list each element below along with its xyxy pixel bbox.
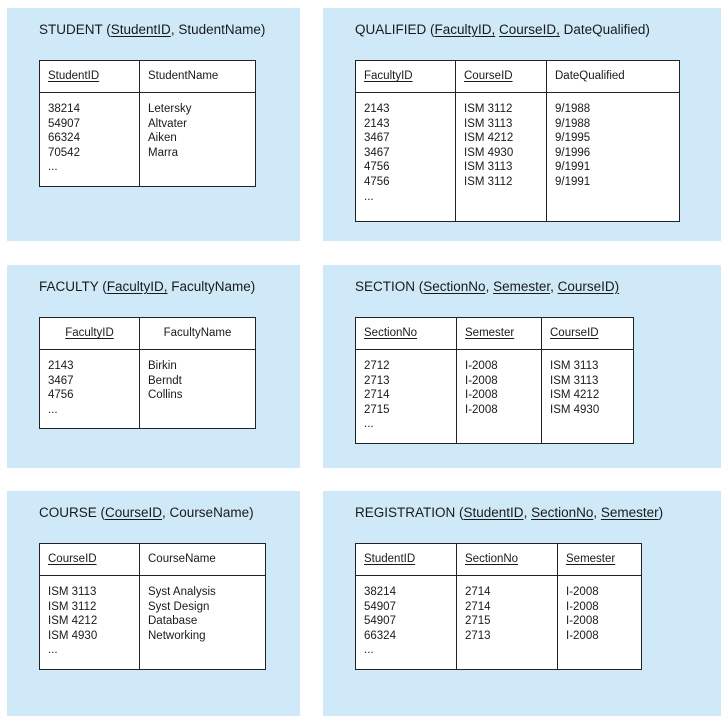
table-cell: 66324 bbox=[364, 629, 396, 642]
table-cell: 2714 bbox=[465, 600, 491, 613]
column-header bbox=[558, 544, 642, 576]
key-attribute-label: Semester bbox=[493, 279, 551, 294]
course-title bbox=[39, 505, 254, 520]
table-cell: 4756 bbox=[364, 175, 390, 188]
column-values bbox=[40, 350, 140, 429]
registration-title bbox=[355, 505, 663, 520]
column-header-label: CourseID bbox=[48, 553, 97, 565]
table-cell: ISM 4212 bbox=[550, 389, 600, 402]
section-table bbox=[355, 317, 634, 444]
key-attribute-label: SectionNo bbox=[423, 279, 486, 294]
header-row bbox=[356, 318, 634, 350]
table-cell: 3467 bbox=[364, 146, 390, 159]
table-cell: 3467 bbox=[48, 374, 74, 387]
table-cell: 2715 bbox=[364, 403, 390, 416]
faculty-table bbox=[39, 317, 256, 429]
table-cell: I-2008 bbox=[465, 374, 498, 387]
table-cell: ISM 3112 bbox=[464, 175, 513, 188]
header-row bbox=[356, 61, 680, 93]
column-header bbox=[40, 61, 140, 93]
column-header bbox=[140, 61, 256, 93]
title-text: , bbox=[550, 279, 558, 294]
table-cell: 2143 bbox=[364, 103, 390, 115]
column-header-label: DateQualified bbox=[555, 70, 625, 82]
column-values bbox=[140, 93, 256, 187]
table-cell: 2713 bbox=[465, 629, 491, 642]
title-text: STUDENT ( bbox=[39, 22, 111, 37]
column-header-label: CourseName bbox=[148, 553, 216, 565]
table-cell: ... bbox=[364, 644, 374, 657]
table-cell: 9/1991 bbox=[555, 161, 591, 174]
student-table bbox=[39, 60, 256, 187]
column-values bbox=[457, 576, 558, 670]
column-header bbox=[356, 544, 457, 576]
key-attribute-label: CourseID) bbox=[557, 279, 620, 294]
column-values bbox=[356, 93, 456, 222]
table-cell: ISM 4930 bbox=[464, 146, 514, 159]
table-cell: 2713 bbox=[364, 374, 390, 387]
column-header bbox=[356, 318, 457, 350]
table-cell: 9/1991 bbox=[555, 175, 591, 188]
table-cell: Altvater bbox=[148, 117, 187, 130]
table-cell: I-2008 bbox=[465, 403, 498, 416]
column-header-label: FacultyName bbox=[163, 327, 232, 339]
header-row bbox=[40, 318, 256, 350]
column-values bbox=[356, 576, 457, 670]
table-cell: Database bbox=[148, 615, 198, 628]
table-cell: ISM 3113 bbox=[464, 161, 513, 174]
column-values bbox=[456, 93, 547, 222]
column-header-label: StudentID bbox=[364, 553, 416, 565]
registration-panel bbox=[323, 491, 721, 716]
table-cell: ISM 4212 bbox=[464, 132, 514, 145]
table-cell: ... bbox=[48, 403, 58, 416]
faculty-title bbox=[39, 279, 255, 294]
column-values bbox=[356, 350, 457, 444]
table-cell: 9/1995 bbox=[555, 132, 591, 145]
title-text: QUALIFIED ( bbox=[355, 22, 435, 37]
title-text: , CourseName) bbox=[162, 505, 254, 520]
header-row bbox=[356, 544, 642, 576]
course-table bbox=[39, 543, 266, 670]
table-cell: ... bbox=[48, 161, 58, 174]
body-row bbox=[356, 576, 642, 670]
table-cell: 4756 bbox=[48, 389, 74, 402]
table-cell: Syst Design bbox=[148, 600, 210, 613]
table-cell: ISM 3113 bbox=[464, 117, 513, 130]
column-header bbox=[542, 318, 634, 350]
table-cell: I-2008 bbox=[465, 389, 498, 402]
column-header-label: FacultyID bbox=[364, 70, 413, 82]
title-text: , bbox=[485, 279, 494, 294]
column-values bbox=[547, 93, 680, 222]
column-header-label: Semester bbox=[566, 553, 616, 565]
table-cell: Aiken bbox=[148, 132, 177, 145]
column-header bbox=[356, 61, 456, 93]
table-cell: 2715 bbox=[465, 615, 491, 628]
registration-table bbox=[355, 543, 642, 670]
table-cell: 54907 bbox=[364, 615, 396, 628]
table-cell: ... bbox=[364, 190, 374, 203]
table-cell: ISM 4930 bbox=[48, 629, 98, 642]
table-cell: I-2008 bbox=[465, 360, 498, 372]
table-cell: 2714 bbox=[364, 389, 390, 402]
section-panel bbox=[323, 265, 721, 468]
column-header-label: CourseID bbox=[464, 70, 513, 82]
body-row bbox=[40, 93, 256, 187]
section-title bbox=[355, 279, 619, 294]
column-header-label: SectionNo bbox=[465, 553, 519, 565]
column-header bbox=[456, 61, 547, 93]
table-cell: ISM 4930 bbox=[550, 403, 600, 416]
table-cell: I-2008 bbox=[566, 615, 599, 628]
table-cell: ISM 3113 bbox=[550, 360, 599, 372]
table-cell: 38214 bbox=[364, 586, 396, 598]
key-attribute-label: StudentID bbox=[463, 505, 524, 520]
column-header-label: StudentName bbox=[148, 70, 219, 82]
body-row bbox=[356, 350, 634, 444]
table-cell: 3467 bbox=[364, 132, 390, 145]
column-header bbox=[547, 61, 680, 93]
key-attribute-label: CourseID, bbox=[499, 22, 560, 37]
key-attribute-label: FacultyID, bbox=[434, 22, 496, 37]
qualified-panel bbox=[323, 8, 721, 241]
table-cell: ISM 3113 bbox=[48, 586, 97, 598]
body-row bbox=[40, 350, 256, 429]
column-values bbox=[40, 93, 140, 187]
title-text: , bbox=[593, 505, 601, 520]
title-text: COURSE ( bbox=[39, 505, 106, 520]
body-row bbox=[40, 576, 266, 670]
column-header-label: SectionNo bbox=[364, 327, 418, 339]
column-header bbox=[457, 544, 558, 576]
table-cell: 9/1988 bbox=[555, 103, 591, 115]
title-text: , bbox=[523, 505, 532, 520]
table-cell: 54907 bbox=[48, 117, 80, 130]
qualified-title bbox=[355, 22, 650, 37]
column-header bbox=[40, 318, 140, 350]
faculty-panel bbox=[7, 265, 300, 468]
table-cell: Networking bbox=[148, 629, 206, 642]
table-cell: Collins bbox=[148, 389, 183, 402]
table-cell: ISM 4212 bbox=[48, 615, 98, 628]
table-cell: 2712 bbox=[364, 360, 390, 372]
column-values bbox=[558, 576, 642, 670]
table-cell: 2714 bbox=[465, 586, 491, 598]
column-header-label: FacultyID bbox=[65, 327, 114, 339]
column-values bbox=[140, 350, 256, 429]
table-cell: 2143 bbox=[48, 360, 74, 372]
title-text: ) bbox=[658, 505, 664, 520]
table-cell: ... bbox=[364, 418, 374, 431]
table-cell: ISM 3112 bbox=[48, 600, 97, 613]
table-cell: 9/1988 bbox=[555, 117, 591, 130]
table-cell: 54907 bbox=[364, 600, 396, 613]
student-panel bbox=[7, 8, 300, 241]
title-text: REGISTRATION ( bbox=[355, 505, 464, 520]
header-row bbox=[40, 544, 266, 576]
header-row bbox=[40, 61, 256, 93]
column-header bbox=[40, 544, 140, 576]
column-header-label: Semester bbox=[465, 327, 515, 339]
table-cell: I-2008 bbox=[566, 629, 599, 642]
table-cell: 9/1996 bbox=[555, 146, 591, 159]
table-cell: 38214 bbox=[48, 103, 80, 115]
column-header-label: StudentID bbox=[48, 70, 100, 82]
column-values bbox=[140, 576, 266, 670]
title-text: DateQualified) bbox=[559, 22, 650, 37]
table-cell: I-2008 bbox=[566, 600, 599, 613]
column-header bbox=[140, 318, 256, 350]
key-attribute-label: Semester bbox=[600, 505, 659, 520]
table-cell: Berndt bbox=[148, 374, 182, 387]
column-header bbox=[457, 318, 542, 350]
column-values bbox=[542, 350, 634, 444]
column-values bbox=[457, 350, 542, 444]
column-header-label: CourseID bbox=[550, 327, 599, 339]
course-panel bbox=[7, 491, 300, 716]
title-text: , StudentName) bbox=[170, 22, 266, 37]
key-attribute-label: CourseID bbox=[105, 505, 163, 520]
table-cell: ISM 3112 bbox=[464, 103, 513, 115]
column-header bbox=[140, 544, 266, 576]
table-cell: Syst Analysis bbox=[148, 586, 216, 598]
table-cell: Letersky bbox=[148, 103, 192, 115]
table-cell: 66324 bbox=[48, 132, 80, 145]
key-attribute-label: StudentID bbox=[110, 22, 171, 37]
table-cell: I-2008 bbox=[566, 586, 599, 598]
table-cell: Marra bbox=[148, 146, 179, 159]
column-values bbox=[40, 576, 140, 670]
table-cell: Birkin bbox=[148, 360, 177, 372]
key-attribute-label: SectionNo bbox=[531, 505, 594, 520]
key-attribute-label: FacultyID, bbox=[106, 279, 168, 294]
title-text: FACULTY ( bbox=[39, 279, 107, 294]
table-cell: ISM 3113 bbox=[550, 374, 599, 387]
student-title bbox=[39, 22, 265, 37]
table-cell: 4756 bbox=[364, 161, 390, 174]
body-row bbox=[356, 93, 680, 222]
table-cell: 70542 bbox=[48, 146, 80, 159]
table-cell: ... bbox=[48, 644, 58, 657]
title-text: SECTION ( bbox=[355, 279, 424, 294]
table-cell: 2143 bbox=[364, 117, 390, 130]
qualified-table bbox=[355, 60, 680, 222]
title-text: FacultyName) bbox=[167, 279, 256, 294]
